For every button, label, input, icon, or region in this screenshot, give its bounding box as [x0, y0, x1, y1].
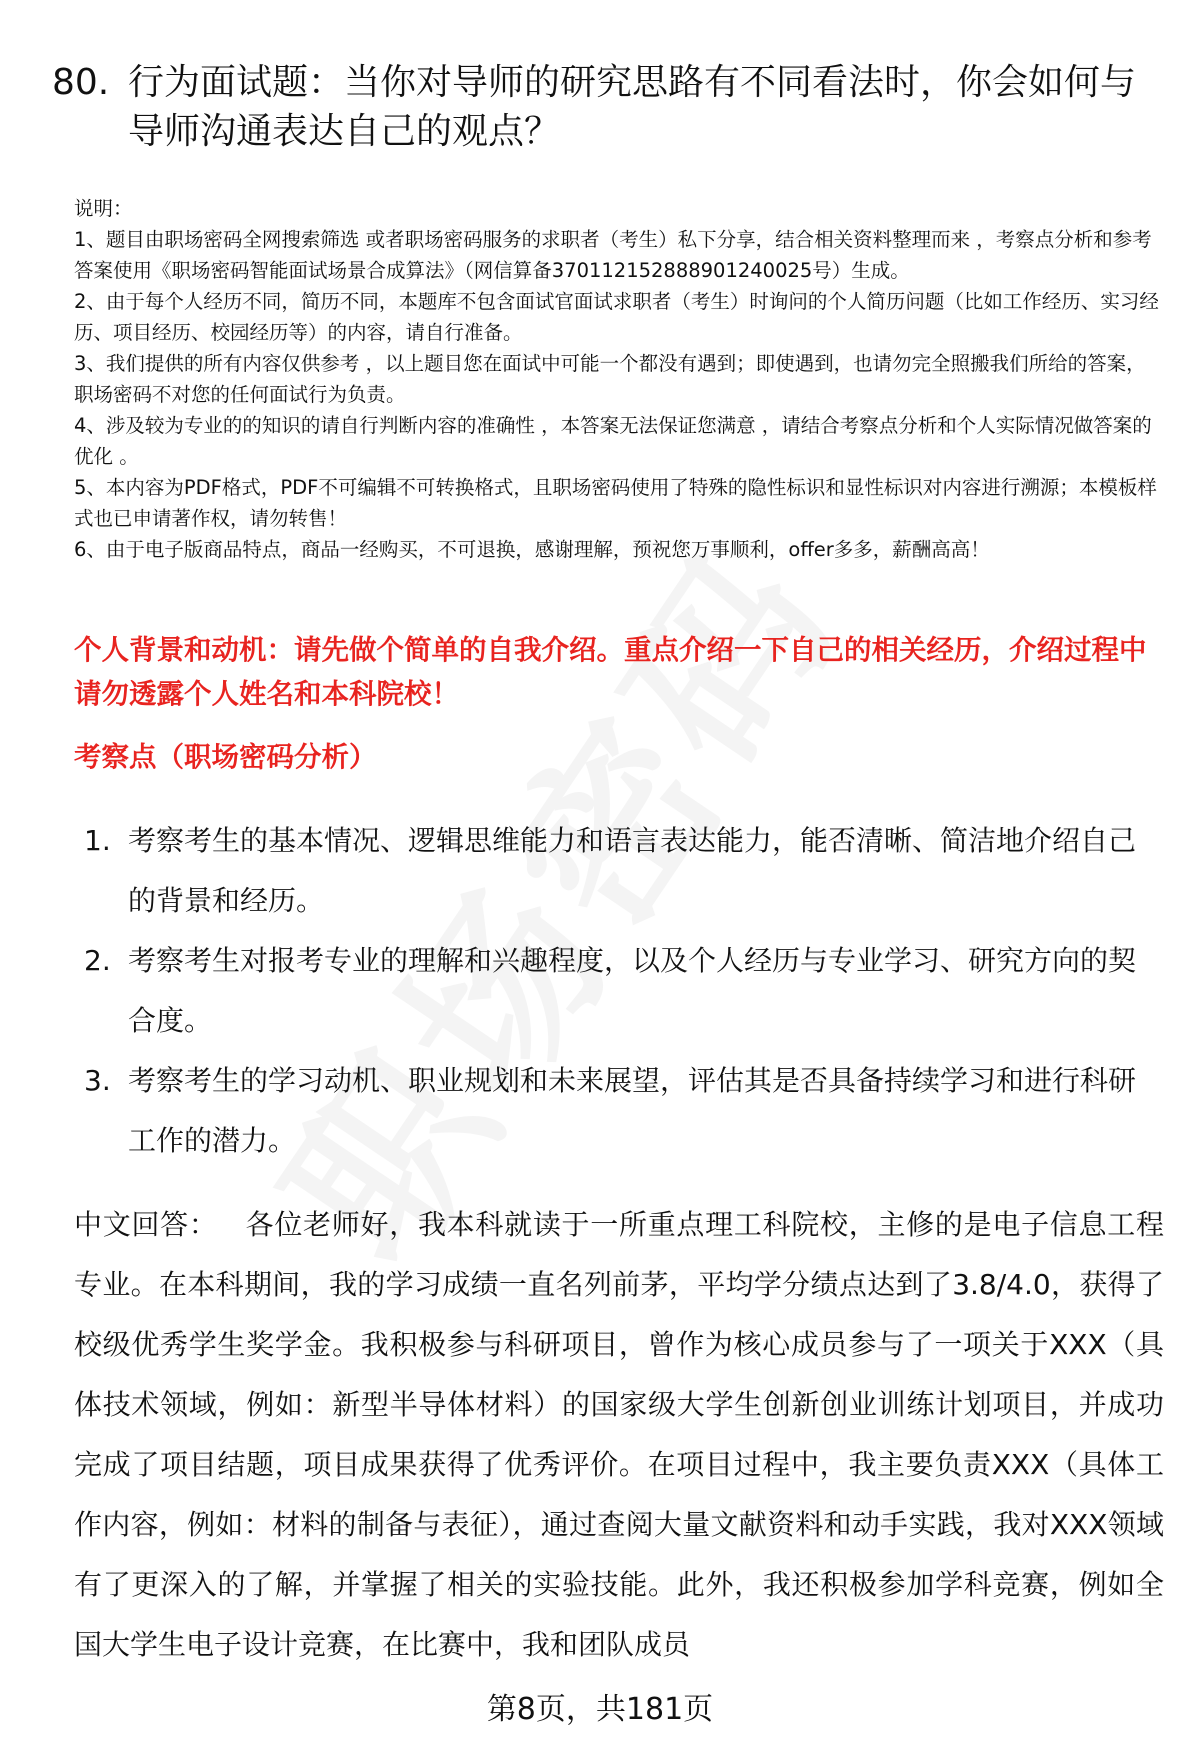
question-title — [52, 58, 1162, 156]
page-footer: 第8页，共181页 — [486, 1692, 714, 1727]
answer-label: 中文回答： — [74, 1208, 218, 1241]
answer-block — [74, 1195, 1164, 1675]
note-item: 5、本内容为PDF格式，PDF不可编辑不可转换格式，且职场密码使用了特殊的隐性标识和显性标识对内容进行溯源；本模板样式也已申请著作权，请勿转售！ — [74, 476, 1157, 530]
question-text: 行为面试题：当你对导师的研究思路有不同看法时，你会如何与导师沟通表达自己的观点？ — [128, 62, 1137, 152]
point-number: 3. — [84, 1064, 111, 1097]
point-number: 2. — [84, 944, 111, 977]
answer-text: 各位老师好，我本科就读于一所重点理工科院校，主修的是电子信息工程专业。在本科期间，我的学习成绩一直名列前茅，平均学分绩点达到了3.8/4.0，获得了校级优秀学生奖学金。我积极参与科研项目，曾作为核心成员参与了一项关于XXX（具体技术领域，例如：新型半导体材料）的国家级大学生创新创业训练计划项目，并成功完成了项目结题，项目成果获得了优秀评价。在项目过程中，我主要负责XXX（具体工作内容，例如：材料的制备与表征），通过查阅大量文献资料和动手实践，我对XXX领域有了更深入的了解，并掌握了相关的实验技能。此外，我还积极参加学科竞赛，例如全国大学生电子设计竞赛，在比赛中，我和团队成员 — [74, 1208, 1164, 1661]
note-item: 3、我们提供的所有内容仅供参考 ，以上题目您在面试中可能一个都没有遇到；即使遇到，也请勿完全照搬我们所给的答案，职场密码不对您的任何面试行为负责。 — [74, 352, 1146, 406]
point-text: 考察考生的基本情况、逻辑思维能力和语言表达能力，能否清晰、简洁地介绍自己的背景和经历。 — [128, 824, 1137, 917]
notes-block — [74, 193, 1159, 565]
question-number: 80. — [52, 62, 110, 103]
notes-heading: 说明： — [74, 197, 133, 220]
analysis-points — [84, 811, 1159, 1171]
note-item: 2、由于每个人经历不同，简历不同，本题库不包含面试官面试求职者（考生）时询问的个人简历问题（比如工作经历、实习经历、项目经历、校园经历等）的内容，请自行准备。 — [74, 290, 1159, 344]
note-item: 4、涉及较为专业的的知识的请自行判断内容的准确性 ，本答案无法保证您满意 ，请结合考察点分析和个人实际情况做答案的优化 。 — [74, 414, 1152, 468]
analysis-point — [84, 1051, 1159, 1171]
note-item: 6、由于电子版商品特点，商品一经购买，不可退换，感谢理解，预祝您万事顺利，offer多多，薪酬高高！ — [74, 538, 990, 561]
note-item: 1、题目由职场密码全网搜索筛选 或者职场密码服务的求职者（考生）私下分享，结合相关资料整理而来 ，考察点分析和参考答案使用《职场密码智能面试场景合成算法》（网信算备370112152888901240025号）生成。 — [74, 228, 1152, 282]
point-number: 1. — [84, 824, 111, 857]
section-heading: 个人背景和动机：请先做个简单的自我介绍。重点介绍一下自己的相关经历，介绍过程中请勿透露个人姓名和本科院校！ — [74, 634, 1147, 710]
point-text: 考察考生的学习动机、职业规划和未来展望，评估其是否具备持续学习和进行科研工作的潜力。 — [128, 1064, 1137, 1157]
analysis-point — [84, 811, 1159, 931]
point-text: 考察考生对报考专业的理解和兴趣程度，以及个人经历与专业学习、研究方向的契合度。 — [128, 944, 1137, 1037]
analysis-point — [84, 931, 1159, 1051]
analysis-heading: 考察点（职场密码分析） — [74, 741, 377, 773]
